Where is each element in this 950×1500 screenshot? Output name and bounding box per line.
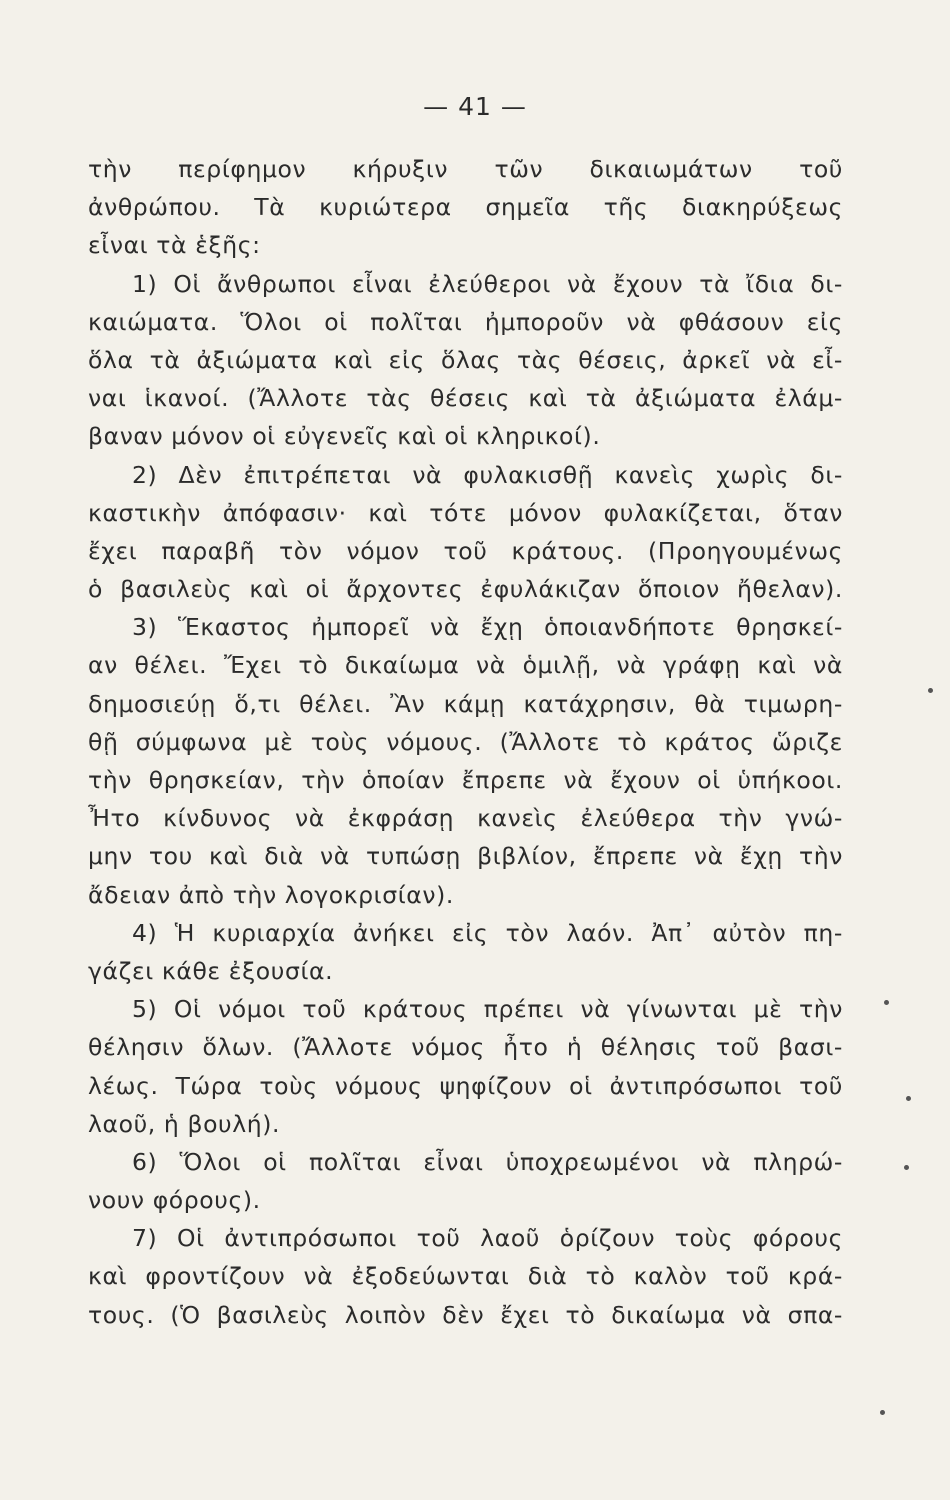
text-line: ἄδειαν ἀπὸ τὴν λογοκρισίαν).	[88, 880, 454, 909]
page-number: — 41 —	[423, 92, 527, 121]
text-line: καιώματα. Ὅλοι οἱ πολῖται ἠμποροῦν νὰ φθάσουν εἰς	[88, 307, 843, 336]
text-line: θῇ σύμφωνα μὲ τοὺς νόμους. (Ἄλλοτε τὸ κράτος ὥριζε	[88, 727, 843, 756]
text-line: ναι ἱκανοί. (Ἄλλοτε τὰς θέσεις καὶ τὰ ἀξιώματα ἐλάμ-	[88, 384, 843, 413]
text-line: 6) Ὅλοι οἱ πολῖται εἶναι ὑποχρεωμένοι νὰ πληρώ-	[132, 1147, 843, 1176]
body-text	[88, 150, 843, 1334]
text-line: δημοσιεύῃ ὅ,τι θέλει. Ἂν κάμῃ κατάχρησιν, θὰ τιμωρη-	[88, 689, 843, 718]
text-line: 2) Δὲν ἐπιτρέπεται νὰ φυλακισθῇ κανεὶς χωρὶς δι-	[132, 460, 843, 489]
text-line: αν θέλει. Ἔχει τὸ δικαίωμα νὰ ὁμιλῇ, νὰ γράφῃ καὶ νὰ	[88, 651, 843, 680]
text-line: λαοῦ, ἡ βουλή).	[88, 1109, 281, 1138]
text-line: καστικὴν ἀπόφασιν· καὶ τότε μόνον φυλακίζεται, ὅταν	[88, 498, 843, 527]
text-line: ὁ βασιλεὺς καὶ οἱ ἄρχοντες ἐφυλάκιζαν ὅποιον ἤθελαν).	[88, 575, 843, 604]
text-line: θέλησιν ὅλων. (Ἄλλοτε νόμος ἦτο ἡ θέλησις τοῦ βασι-	[88, 1033, 843, 1062]
text-line: εἶναι τὰ ἑξῆς:	[88, 231, 261, 260]
text-line: 4) Ἡ κυριαρχία ἀνήκει εἰς τὸν λαόν. Ἀπ᾿ αὐτὸν πη-	[132, 918, 843, 947]
text-line: ὅλα τὰ ἀξιώματα καὶ εἰς ὅλας τὰς θέσεις, ἀρκεῖ νὰ εἶ-	[88, 345, 843, 374]
text-line: καὶ φροντίζουν νὰ ἐξοδεύωνται διὰ τὸ καλὸν τοῦ κρά-	[88, 1262, 843, 1291]
text-line: ἔχει παραβῆ τὸν νόμον τοῦ κράτους. (Προηγουμένως	[88, 536, 843, 565]
text-line: 5) Οἱ νόμοι τοῦ κράτους πρέπει νὰ γίνωνται μὲ τὴν	[132, 995, 843, 1024]
text-line: 7) Οἱ ἀντιπρόσωποι τοῦ λαοῦ ὁρίζουν τοὺς φόρους	[132, 1224, 843, 1253]
print-speck	[904, 1165, 909, 1170]
text-line: νουν φόρους).	[88, 1186, 261, 1215]
text-line: τους. (Ὁ βασιλεὺς λοιπὸν δὲν ἔχει τὸ δικαίωμα νὰ σπα-	[88, 1300, 843, 1329]
print-speck	[880, 1410, 885, 1415]
text-line: γάζει κάθε ἐξουσία.	[88, 956, 334, 985]
text-line: βαναν μόνον οἱ εὐγενεῖς καὶ οἱ κληρικοί).	[88, 422, 601, 451]
text-line: τὴν θρησκείαν, τὴν ὁποίαν ἔπρεπε νὰ ἔχουν οἱ ὑπήκοοι.	[88, 766, 843, 794]
text-line: ἀνθρώπου. Τὰ κυριώτερα σημεῖα τῆς διακηρύξεως	[88, 193, 843, 222]
text-line: μην του καὶ διὰ νὰ τυπώσῃ βιβλίον, ἔπρεπε νὰ ἔχῃ τὴν	[88, 842, 843, 871]
text-line: τὴν περίφημον κήρυξιν τῶν δικαιωμάτων τοῦ	[88, 155, 843, 183]
text-line: Ἦτο κίνδυνος νὰ ἐκφράσῃ κανεὶς ἐλεύθερα τὴν γνώ-	[88, 804, 843, 833]
text-line: 1) Οἱ ἄνθρωποι εἶναι ἐλεύθεροι νὰ ἔχουν τὰ ἴδια δι-	[132, 269, 843, 298]
print-speck	[906, 1096, 911, 1101]
text-line: λέως. Τώρα τοὺς νόμους ψηφίζουν οἱ ἀντιπρόσωποι τοῦ	[88, 1071, 843, 1100]
print-speck	[884, 1000, 889, 1005]
text-line: 3) Ἕκαστος ἠμπορεῖ νὰ ἔχῃ ὁποιανδήποτε θρησκεί-	[132, 613, 843, 642]
print-speck	[928, 688, 933, 693]
